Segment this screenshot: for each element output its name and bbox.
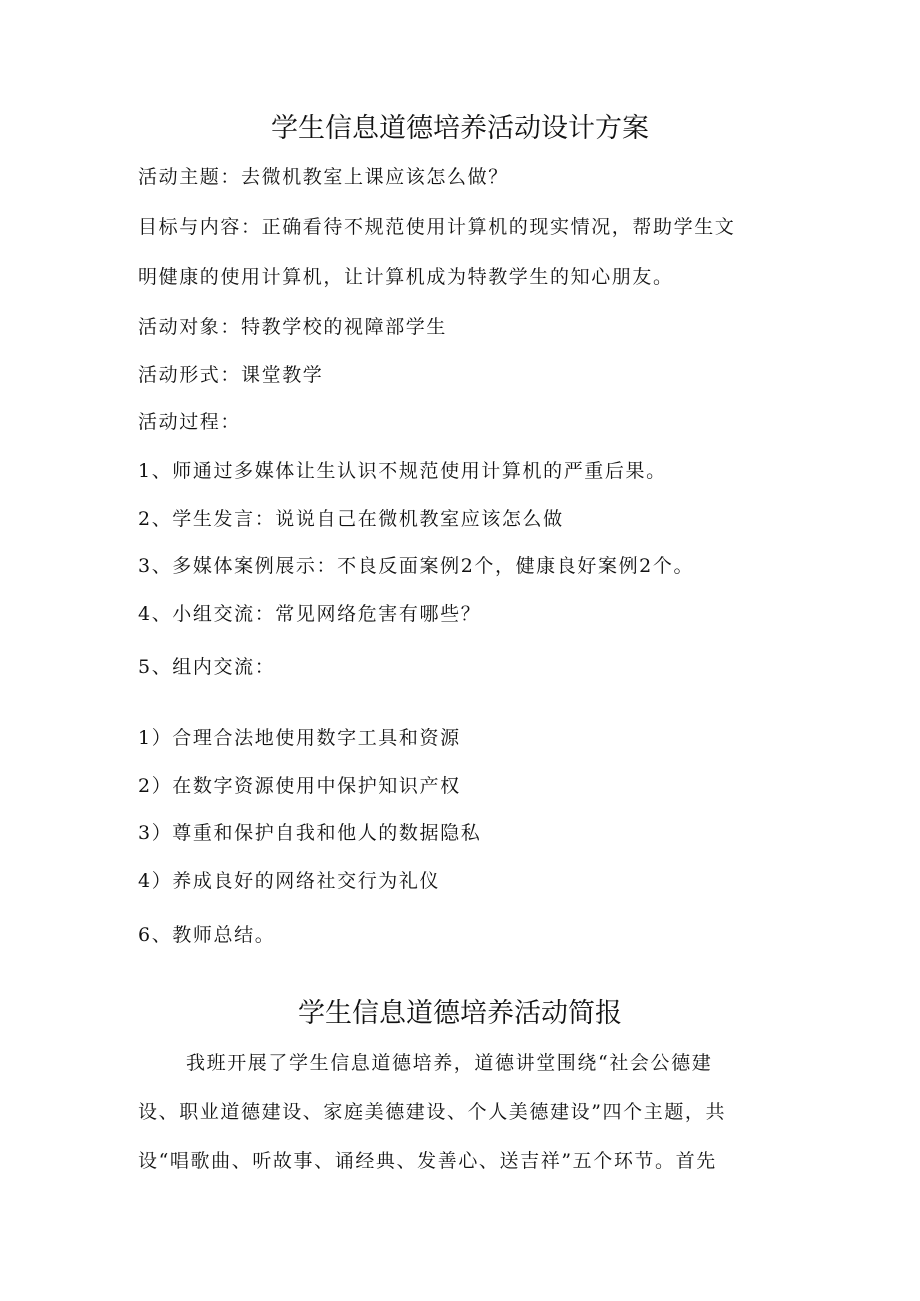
step-2: 2、学生发言：说说自己在微机教室应该怎么做 <box>138 508 564 530</box>
goal-line-1: 目标与内容：正确看待不规范使用计算机的现实情况，帮助学生文 <box>138 216 736 238</box>
step-5: 5、组内交流： <box>138 656 276 678</box>
report-title: 学生信息道德培养活动简报 <box>298 998 622 1029</box>
sub-item-2: 2）在数字资源使用中保护知识产权 <box>138 775 461 797</box>
report-paragraph-line-3: 设“唱歌曲、听故事、诵经典、发善心、送吉祥”五个环节。首先 <box>138 1150 717 1172</box>
sub-item-4: 4）养成良好的网络社交行为礼仪 <box>138 870 441 892</box>
report-paragraph-line-2: 设、职业道德建设、家庭美德建设、个人美德建设”四个主题，共 <box>138 1101 727 1123</box>
step-4: 4、小组交流：常见网络危害有哪些？ <box>138 603 482 625</box>
plan-title: 学生信息道德培养活动设计方案 <box>271 113 649 144</box>
activity-theme: 活动主题：去微机教室上课应该怎么做？ <box>138 166 509 188</box>
step-6: 6、教师总结。 <box>138 924 276 946</box>
sub-item-1: 1）合理合法地使用数字工具和资源 <box>138 727 461 749</box>
activity-form: 活动形式：课堂教学 <box>138 364 324 386</box>
step-1: 1、师通过多媒体让生认识不规范使用计算机的严重后果。 <box>138 460 667 482</box>
report-paragraph-line-1: 我班开展了学生信息道德培养，道德讲堂围绕“社会公德建 <box>186 1052 713 1074</box>
activity-audience: 活动对象：特教学校的视障部学生 <box>138 316 448 338</box>
process-label: 活动过程： <box>138 411 242 433</box>
goal-line-2: 明健康的使用计算机，让计算机成为特教学生的知心朋友。 <box>138 266 674 288</box>
sub-item-3: 3）尊重和保护自我和他人的数据隐私 <box>138 822 482 844</box>
step-3: 3、多媒体案例展示：不良反面案例2个，健康良好案例2个。 <box>138 555 695 577</box>
